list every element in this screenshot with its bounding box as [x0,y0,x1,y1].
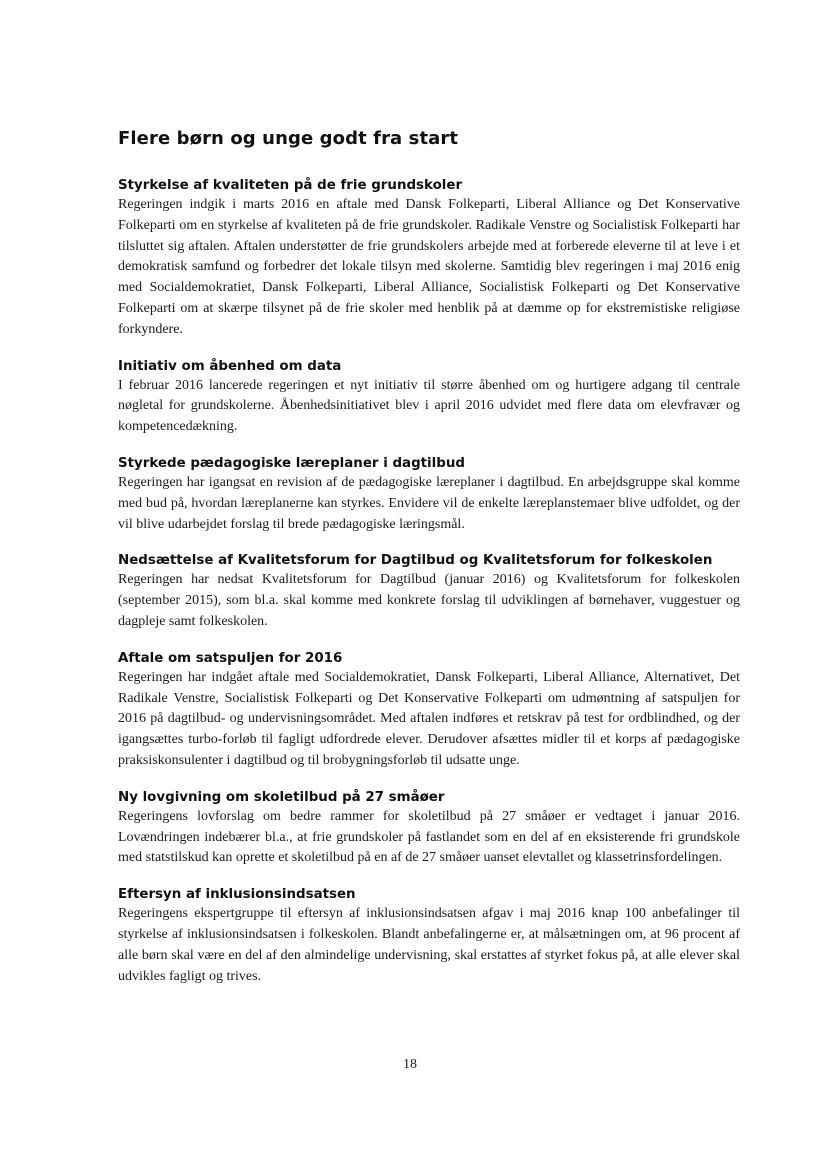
section-heading: Styrkelse af kvaliteten på de frie grundskoler [118,178,463,193]
section-aabenhed-data [118,359,740,438]
section-body: Regeringens ekspertgruppe til eftersyn af inklusionsindsatsen afgav i maj 2016 knap 100 anbefalinger til styrkelse af inklusionsindsatsen i folkeskolen. Blandt anbefalingerne er, at målsætningen om, at 96 procent af alle børn skal være en del af den almindelige undervisning, skal erstattes af styrket fokus på, at alle elever skal udvikles fagligt og trives. [118,906,740,984]
section-laereplaner [118,456,740,535]
section-body: I februar 2016 lancerede regeringen et nyt initiativ til større åbenhed om og hurtigere adgang til centrale nøgletal for grundskolerne. Åbenhedsinitiativet blev i april 2016 udvidet med flere data om elevfravær og kompetencedækning. [118,377,740,435]
section-satspuljen [118,651,740,772]
section-heading: Ny lovgivning om skoletilbud på 27 småøer [118,789,445,805]
section-frie-grundskoler [118,178,740,341]
page-content [118,128,740,1005]
section-body: Regeringen har igangsat en revision af de pædagogiske læreplaner i dagtilbud. En arbejdsgruppe skal komme med bud på, hvordan læreplanerne kan styrkes. Envidere vil de enkelte læreplanstemaer blive udfoldet, og der vil blive udarbejdet forslag til brede pædagogiske læringsmål. [118,474,740,532]
section-heading: Aftale om satspuljen for 2016 [118,650,343,666]
section-body: Regeringen indgik i marts 2016 en aftale med Dansk Folkeparti, Liberal Alliance og Det Konservative Folkeparti om en styrkelse af kvaliteten på de frie grundskoler. Radikale Venstre og Socialistisk Folkeparti har tilsluttet sig aftalen. Aftalen understøtter de frie grundskolers arbejde med at forberede eleverne til at leve i et demokratisk samfund og forbedrer det lokale tilsyn med skolerne. Samtidig blev regeringen i maj 2016 enig med Socialdemokratiet, Dansk Folkeparti, Liberal Alliance, Socialistisk Folkeparti og Det Konservative Folkeparti om at skærpe tilsynet på de frie skoler med henblik på at dæmme op for ekstremistiske religiøse forkyndere. [118,197,740,337]
page-number: 18 [403,1057,417,1072]
section-heading: Nedsættelse af Kvalitetsforum for Dagtilbud og Kvalitetsforum for folkeskolen [118,553,713,569]
section-heading: Styrkede pædagogiske læreplaner i dagtilbud [118,455,465,471]
section-body: Regeringen har indgået aftale med Socialdemokratiet, Dansk Folkeparti, Liberal Alliance, Alternativet, Det Radikale Venstre, Socialistisk Folkeparti og Det Konservative Folkeparti om udmøntning af satspuljen for 2016 på dagtilbud- og undervisningsområdet. Med aftalen indføres et retskrav på test for ordblindhed, og der igangsættes turbo-forløb til fagligt udfordrede elever. Derudover afsættes midler til et korps af pædagogiske praksiskonsulenter i dagtilbud og til brobygningsforløb til udsatte unge. [118,669,740,768]
section-heading: Initiativ om åbenhed om data [118,358,342,374]
section-body: Regeringen har nedsat Kvalitetsforum for Dagtilbud (januar 2016) og Kvalitetsforum for folkeskolen (september 2015), som bl.a. skal komme med konkrete forslag til udviklingen af børnehaver, vuggestuer og dagpleje samt folkeskolen. [118,572,740,629]
section-heading: Eftersyn af inklusionsindsatsen [118,887,356,903]
section-kvalitetsforum [118,553,740,632]
section-body: Regeringens lovforslag om bedre rammer for skoletilbud på 27 småøer er vedtaget i januar 2016. Lovændringen indebærer bl.a., at frie grundskoler på fastlandet som en del af en eksisterende fri grundskole med statstilskud kan oprette et skoletilbud på en af de 27 småøer uanset elevtallet og klassetrinsfordelingen. [118,808,740,866]
page-title: Flere børn og unge godt fra start [118,128,459,149]
section-smaaoeer [118,790,740,869]
section-inklusion [118,887,740,987]
